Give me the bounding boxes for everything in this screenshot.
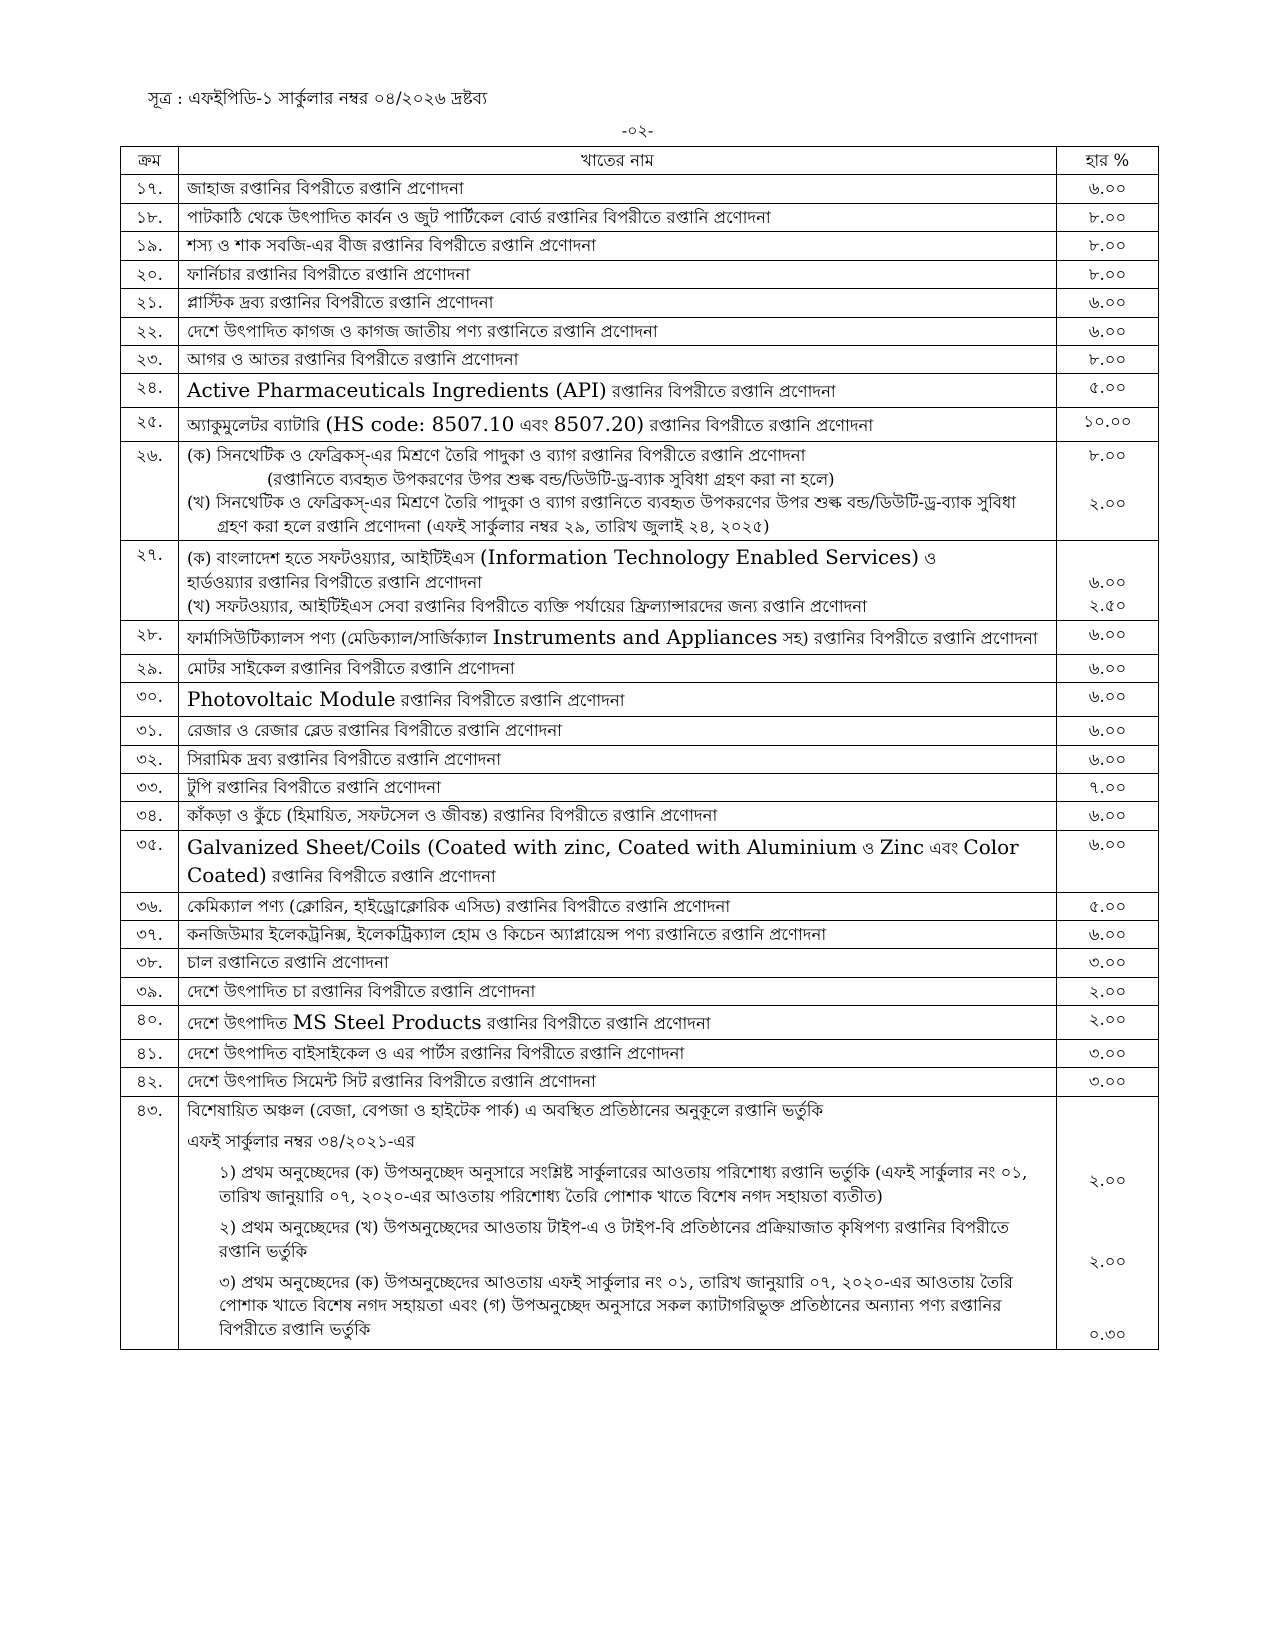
- row-sector: [179, 442, 1057, 541]
- row-sector: সিরামিক দ্রব্য রপ্তানির বিপরীতে রপ্তানি প্রণোদনা: [179, 745, 1057, 773]
- incentive-rates-table: [120, 146, 1159, 1350]
- table-row: [121, 408, 1159, 442]
- row-rate: ৭.০০: [1057, 773, 1159, 801]
- row-serial: ২৪.: [121, 374, 179, 408]
- rate-b: ২.০০: [1088, 493, 1127, 513]
- row-serial: ২৯.: [121, 654, 179, 682]
- table-row: [121, 773, 1159, 801]
- sector-bangla-text: সহ) রপ্তানির বিপরীতে রপ্তানি প্রণোদনা: [777, 629, 1038, 649]
- sector-bangla-text: এবং: [924, 838, 964, 858]
- sector-bangla-text: রপ্তানির বিপরীতে রপ্তানি প্রণোদনা: [644, 416, 874, 436]
- row-sector: [179, 621, 1057, 654]
- table-row: [121, 892, 1159, 920]
- table-row: [121, 317, 1159, 345]
- table-row: [121, 717, 1159, 745]
- row-serial: ৩১.: [121, 717, 179, 745]
- row-rate: ৬.০০: [1057, 317, 1159, 345]
- header-serial: ক্রম: [121, 147, 179, 175]
- row-sector: পাটকাঠি থেকে উৎপাদিত কার্বন ও জুট পার্টিকেল বোর্ড রপ্তানির বিপরীতে রপ্তানি প্রণোদনা: [179, 203, 1057, 231]
- table-row: [121, 260, 1159, 288]
- row-sector: দেশে উৎপাদিত চা রপ্তানির বিপরীতে রপ্তানি প্রণোদনা: [179, 977, 1057, 1005]
- row-sector: দেশে উৎপাদিত সিমেন্ট সিট রপ্তানির বিপরীতে রপ্তানি প্রণোদনা: [179, 1068, 1057, 1096]
- row-serial: ৩৭.: [121, 921, 179, 949]
- table-header-row: [121, 147, 1159, 175]
- row-rate: ২.০০: [1057, 977, 1159, 1005]
- row-sector: ফার্নিচার রপ্তানির বিপরীতে রপ্তানি প্রণোদনা: [179, 260, 1057, 288]
- row-serial: ৩৮.: [121, 949, 179, 977]
- table-row: [121, 621, 1159, 654]
- row-rate: ৬.০০: [1057, 745, 1159, 773]
- row-serial: ৩৪.: [121, 802, 179, 830]
- sector-bangla-text: ও: [919, 549, 937, 569]
- row-sector: শস্য ও শাক সবজি-এর বীজ রপ্তানির বিপরীতে রপ্তানি প্রণোদনা: [179, 232, 1057, 260]
- table-row: [121, 175, 1159, 203]
- row-rate: ৫.০০: [1057, 892, 1159, 920]
- sector-bangla-text: (ক) বাংলাদেশ হতে সফটওয়্যার, আইটিইএস: [187, 549, 480, 569]
- row-rate: ৬.০০: [1057, 717, 1159, 745]
- row-rate: ৬.০০: [1057, 830, 1159, 892]
- circular-reference: সূত্র : এফইপিডি-১ সার্কুলার নম্বর ০৪/২০২৬ দ্রষ্টব্য: [148, 89, 488, 109]
- row-rate: [1057, 442, 1159, 541]
- row-sector: দেশে উৎপাদিত বাইসাইকেল ও এর পার্টস রপ্তানির বিপরীতে রপ্তানি প্রণোদনা: [179, 1039, 1057, 1067]
- table-body: [121, 175, 1159, 1349]
- table-row: [121, 203, 1159, 231]
- sector-english-term: 8507.20): [553, 412, 645, 437]
- row-serial: ২৬.: [121, 442, 179, 541]
- row-serial: ২৮.: [121, 621, 179, 654]
- row-serial: ৩২.: [121, 745, 179, 773]
- table-row: [121, 442, 1159, 541]
- table-row: [121, 977, 1159, 1005]
- row-serial: ৩৫.: [121, 830, 179, 892]
- rate-a: ৬.০০: [1088, 573, 1127, 593]
- row-sector: কনজিউমার ইলেকট্রনিক্স, ইলেকট্রিক্যাল হোম ও কিচেন অ্যাপ্লায়েন্স পণ্য রপ্তানিতে রপ্তানি প্রণোদনা: [179, 921, 1057, 949]
- row-rate: ৬.০০: [1057, 802, 1159, 830]
- row-sector: আগর ও আতর রপ্তানির বিপরীতে রপ্তানি প্রণোদনা: [179, 345, 1057, 373]
- table-row: [121, 802, 1159, 830]
- table-row: [121, 654, 1159, 682]
- sector-bangla-text: রপ্তানির বিপরীতে রপ্তানি প্রণোদনা: [266, 867, 496, 887]
- row-rate: ৬.০০: [1057, 289, 1159, 317]
- table-row: [121, 745, 1159, 773]
- sector-english-term: Zinc: [879, 834, 925, 859]
- sub-item-3: ৩) প্রথম অনুচ্ছেদের (ক) উপঅনুচ্ছেদের আওতায় এফই সার্কুলার নং ০১, তারিখ জানুয়ারি ০৭, ২০২০-এর আওতায় তৈরি পোশাক খাতে বিশেষ নগদ সহায়তা এবং (গ) উপঅনুচ্ছেদ অনুসারে সকল ক্যাটাগরিভুক্ত প্রতিষ্ঠানের অন্যান্য পণ্য রপ্তানির বিপরীতে রপ্তানি ভর্তুকি: [219, 1273, 1013, 1339]
- row-serial: ৩৬.: [121, 892, 179, 920]
- row-serial: ৩৯.: [121, 977, 179, 1005]
- row-rate: ৩.০০: [1057, 1039, 1159, 1067]
- section-title: বিশেষায়িত অঞ্চল (বেজা, বেপজা ও হাইটেক পার্ক) এ অবস্থিত প্রতিষ্ঠানের অনুকূলে রপ্তানি ভর্তুকি: [187, 1100, 824, 1120]
- sector-english-term: Photovoltaic Module: [187, 687, 396, 712]
- row-sector: রেজার ও রেজার ব্লেড রপ্তানির বিপরীতে রপ্তানি প্রণোদনা: [179, 717, 1057, 745]
- rate-1: ২.০০: [1088, 1170, 1127, 1190]
- row-rate: ১০.০০: [1057, 408, 1159, 442]
- sector-english-term: Active Pharmaceuticals Ingredients (API): [187, 378, 607, 403]
- header-sector: খাতের নাম: [179, 147, 1057, 175]
- sector-bangla-text: রপ্তানির বিপরীতে রপ্তানি প্রণোদনা: [481, 1014, 711, 1034]
- row-sector: দেশে উৎপাদিত কাগজ ও কাগজ জাতীয় পণ্য রপ্তানিতে রপ্তানি প্রণোদনা: [179, 317, 1057, 345]
- sector-bangla-text: দেশে উৎপাদিত: [187, 1014, 293, 1034]
- table-row: [121, 374, 1159, 408]
- circular-reference-line: এফই সার্কুলার নম্বর ৩৪/২০২১-এর: [187, 1131, 416, 1151]
- row-serial: ২১.: [121, 289, 179, 317]
- row-sector: চাল রপ্তানিতে রপ্তানি প্রণোদনা: [179, 949, 1057, 977]
- row-sector: [179, 1096, 1057, 1349]
- row-rate: ৮.০০: [1057, 260, 1159, 288]
- table-row: [121, 949, 1159, 977]
- row-rate: ৬.০০: [1057, 621, 1159, 654]
- sub-item-b: (খ) সফটওয়্যার, আইটিইএস সেবা রপ্তানির বিপরীতে ব্যক্তি পর্যায়ের ফ্রিল্যান্সারদের জন্য রপ্তানি প্রণোদনা: [187, 596, 867, 616]
- row-rate: ৬.০০: [1057, 921, 1159, 949]
- row-rate: ৬.০০: [1057, 683, 1159, 717]
- table-row: [121, 1006, 1159, 1039]
- sector-english-term: Color Coated): [187, 834, 1019, 888]
- row-sector: [179, 830, 1057, 892]
- sector-english-term: MS Steel Products: [292, 1010, 482, 1035]
- row-sector: [179, 374, 1057, 408]
- rate-3: ০.৩০: [1088, 1325, 1127, 1345]
- sub-item-a-cont: হার্ডওয়্যার রপ্তানির বিপরীতে রপ্তানি প্রণোদনা: [187, 573, 483, 593]
- sector-bangla-text: ও: [857, 838, 880, 858]
- sector-english-term: (HS code: 8507.10: [325, 412, 515, 437]
- row-sector: কাঁকড়া ও কুঁচে (হিমায়িত, সফটসেল ও জীবন্ত) রপ্তানির বিপরীতে রপ্তানি প্রণোদনা: [179, 802, 1057, 830]
- row-rate: ৬.০০: [1057, 175, 1159, 203]
- table-row: [121, 232, 1159, 260]
- row-serial: ২৫.: [121, 408, 179, 442]
- page-number: -০২-: [621, 121, 654, 140]
- table-row: [121, 541, 1159, 621]
- row-sector: [179, 1006, 1057, 1039]
- header-rate: হার %: [1057, 147, 1159, 175]
- row-serial: ৪৩.: [121, 1096, 179, 1349]
- row-serial: ৪১.: [121, 1039, 179, 1067]
- row-serial: ৪০.: [121, 1006, 179, 1039]
- sub-item-a: (ক) সিনথেটিক ও ফেব্রিকস্-এর মিশ্রণে তৈরি পাদুকা ও ব্যাগ রপ্তানির বিপরীতে রপ্তানি প্রণোদনা: [187, 446, 806, 466]
- row-serial: ২২.: [121, 317, 179, 345]
- sector-bangla-text: ফার্মাসিউটিক্যালস পণ্য (মেডিক্যাল/সার্জিক্যাল: [187, 629, 493, 649]
- sub-item-a: [187, 543, 1048, 571]
- row-sector: জাহাজ রপ্তানির বিপরীতে রপ্তানি প্রণোদনা: [179, 175, 1057, 203]
- sector-bangla-text: এবং: [514, 416, 554, 436]
- row-serial: ১৮.: [121, 203, 179, 231]
- table-row: [121, 1096, 1159, 1349]
- row-sector: প্লাস্টিক দ্রব্য রপ্তানির বিপরীতে রপ্তানি প্রণোদনা: [179, 289, 1057, 317]
- row-rate: ৩.০০: [1057, 949, 1159, 977]
- row-rate: [1057, 1096, 1159, 1349]
- rate-2: ২.০০: [1088, 1251, 1127, 1271]
- row-sector: [179, 541, 1057, 621]
- row-rate: ৮.০০: [1057, 232, 1159, 260]
- sector-english-term: (Information Technology Enabled Services): [479, 545, 920, 570]
- row-rate: ২.০০: [1057, 1006, 1159, 1039]
- row-serial: ৪২.: [121, 1068, 179, 1096]
- row-serial: ২০.: [121, 260, 179, 288]
- table-row: [121, 683, 1159, 717]
- sector-bangla-text: রপ্তানির বিপরীতে রপ্তানি প্রণোদনা: [606, 382, 836, 402]
- sub-item-a-note: (রপ্তানিতে ব্যবহৃত উপকরণের উপর শুল্ক বন্ড/ডিউটি-ড্র-ব্যাক সুবিধা গ্রহণ করা না হলে): [267, 469, 835, 489]
- sub-item-1: ১) প্রথম অনুচ্ছেদের (ক) উপঅনুচ্ছেদ অনুসারে সংশ্লিষ্ট সার্কুলারের আওতায় পরিশোধ্য রপ্তানি ভর্তুকি (এফই সার্কুলার নং ০১, তারিখ জানুয়ারি ০৭, ২০২০-এর আওতায় পরিশোধ্য তৈরি পোশাক খাতে বিশেষ নগদ সহায়তা ব্যতীত): [219, 1163, 1028, 1206]
- row-rate: [1057, 541, 1159, 621]
- row-sector: কেমিক্যাল পণ্য (ক্লোরিন, হাইড্রোক্লোরিক এসিড) রপ্তানির বিপরীতে রপ্তানি প্রণোদনা: [179, 892, 1057, 920]
- row-serial: ৩৩.: [121, 773, 179, 801]
- row-rate: ৫.০০: [1057, 374, 1159, 408]
- table-row: [121, 345, 1159, 373]
- sector-bangla-text: অ্যাকুমুলেটর ব্যাটারি: [187, 416, 326, 436]
- row-rate: ৮.০০: [1057, 203, 1159, 231]
- rate-b: ২.৫০: [1088, 596, 1127, 616]
- table-row: [121, 921, 1159, 949]
- table-row: [121, 1039, 1159, 1067]
- row-serial: ২৭.: [121, 541, 179, 621]
- rate-a: ৮.০০: [1088, 446, 1127, 466]
- row-serial: ১৭.: [121, 175, 179, 203]
- row-serial: ১৯.: [121, 232, 179, 260]
- row-rate: ৬.০০: [1057, 654, 1159, 682]
- row-rate: ৮.০০: [1057, 345, 1159, 373]
- sector-bangla-text: রপ্তানির বিপরীতে রপ্তানি প্রণোদনা: [395, 691, 625, 711]
- row-serial: ২৩.: [121, 345, 179, 373]
- row-sector: মোটর সাইকেল রপ্তানির বিপরীতে রপ্তানি প্রণোদনা: [179, 654, 1057, 682]
- table-row: [121, 1068, 1159, 1096]
- row-rate: ৩.০০: [1057, 1068, 1159, 1096]
- sub-item-b: (খ) সিনথেটিক ও ফেব্রিকস্-এর মিশ্রণে তৈরি পাদুকা ও ব্যাগ রপ্তানিতে ব্যবহৃত উপকরণের উপর শুল্ক বন্ড/ডিউটি-ড্র-ব্যাক সুবিধা গ্রহণ করা হলে রপ্তানি প্রণোদনা (এফই সার্কুলার নম্বর ২৯, তারিখ জুলাই ২৪, ২০২৫): [187, 493, 1017, 536]
- sub-item-2: ২) প্রথম অনুচ্ছেদের (খ) উপঅনুচ্ছেদের আওতায় টাইপ-এ ও টাইপ-বি প্রতিষ্ঠানের প্রক্রিয়াজাত কৃষিপণ্য রপ্তানির বিপরীতে রপ্তানি ভর্তুকি: [219, 1218, 1010, 1261]
- table-row: [121, 830, 1159, 892]
- row-sector: [179, 408, 1057, 442]
- sector-english-term: Galvanized Sheet/Coils (Coated with zinc, Coated with Aluminium: [187, 834, 858, 859]
- row-sector: [179, 683, 1057, 717]
- row-sector: টুপি রপ্তানির বিপরীতে রপ্তানি প্রণোদনা: [179, 773, 1057, 801]
- row-serial: ৩০.: [121, 683, 179, 717]
- sector-english-term: Instruments and Appliances: [492, 625, 778, 650]
- table-row: [121, 289, 1159, 317]
